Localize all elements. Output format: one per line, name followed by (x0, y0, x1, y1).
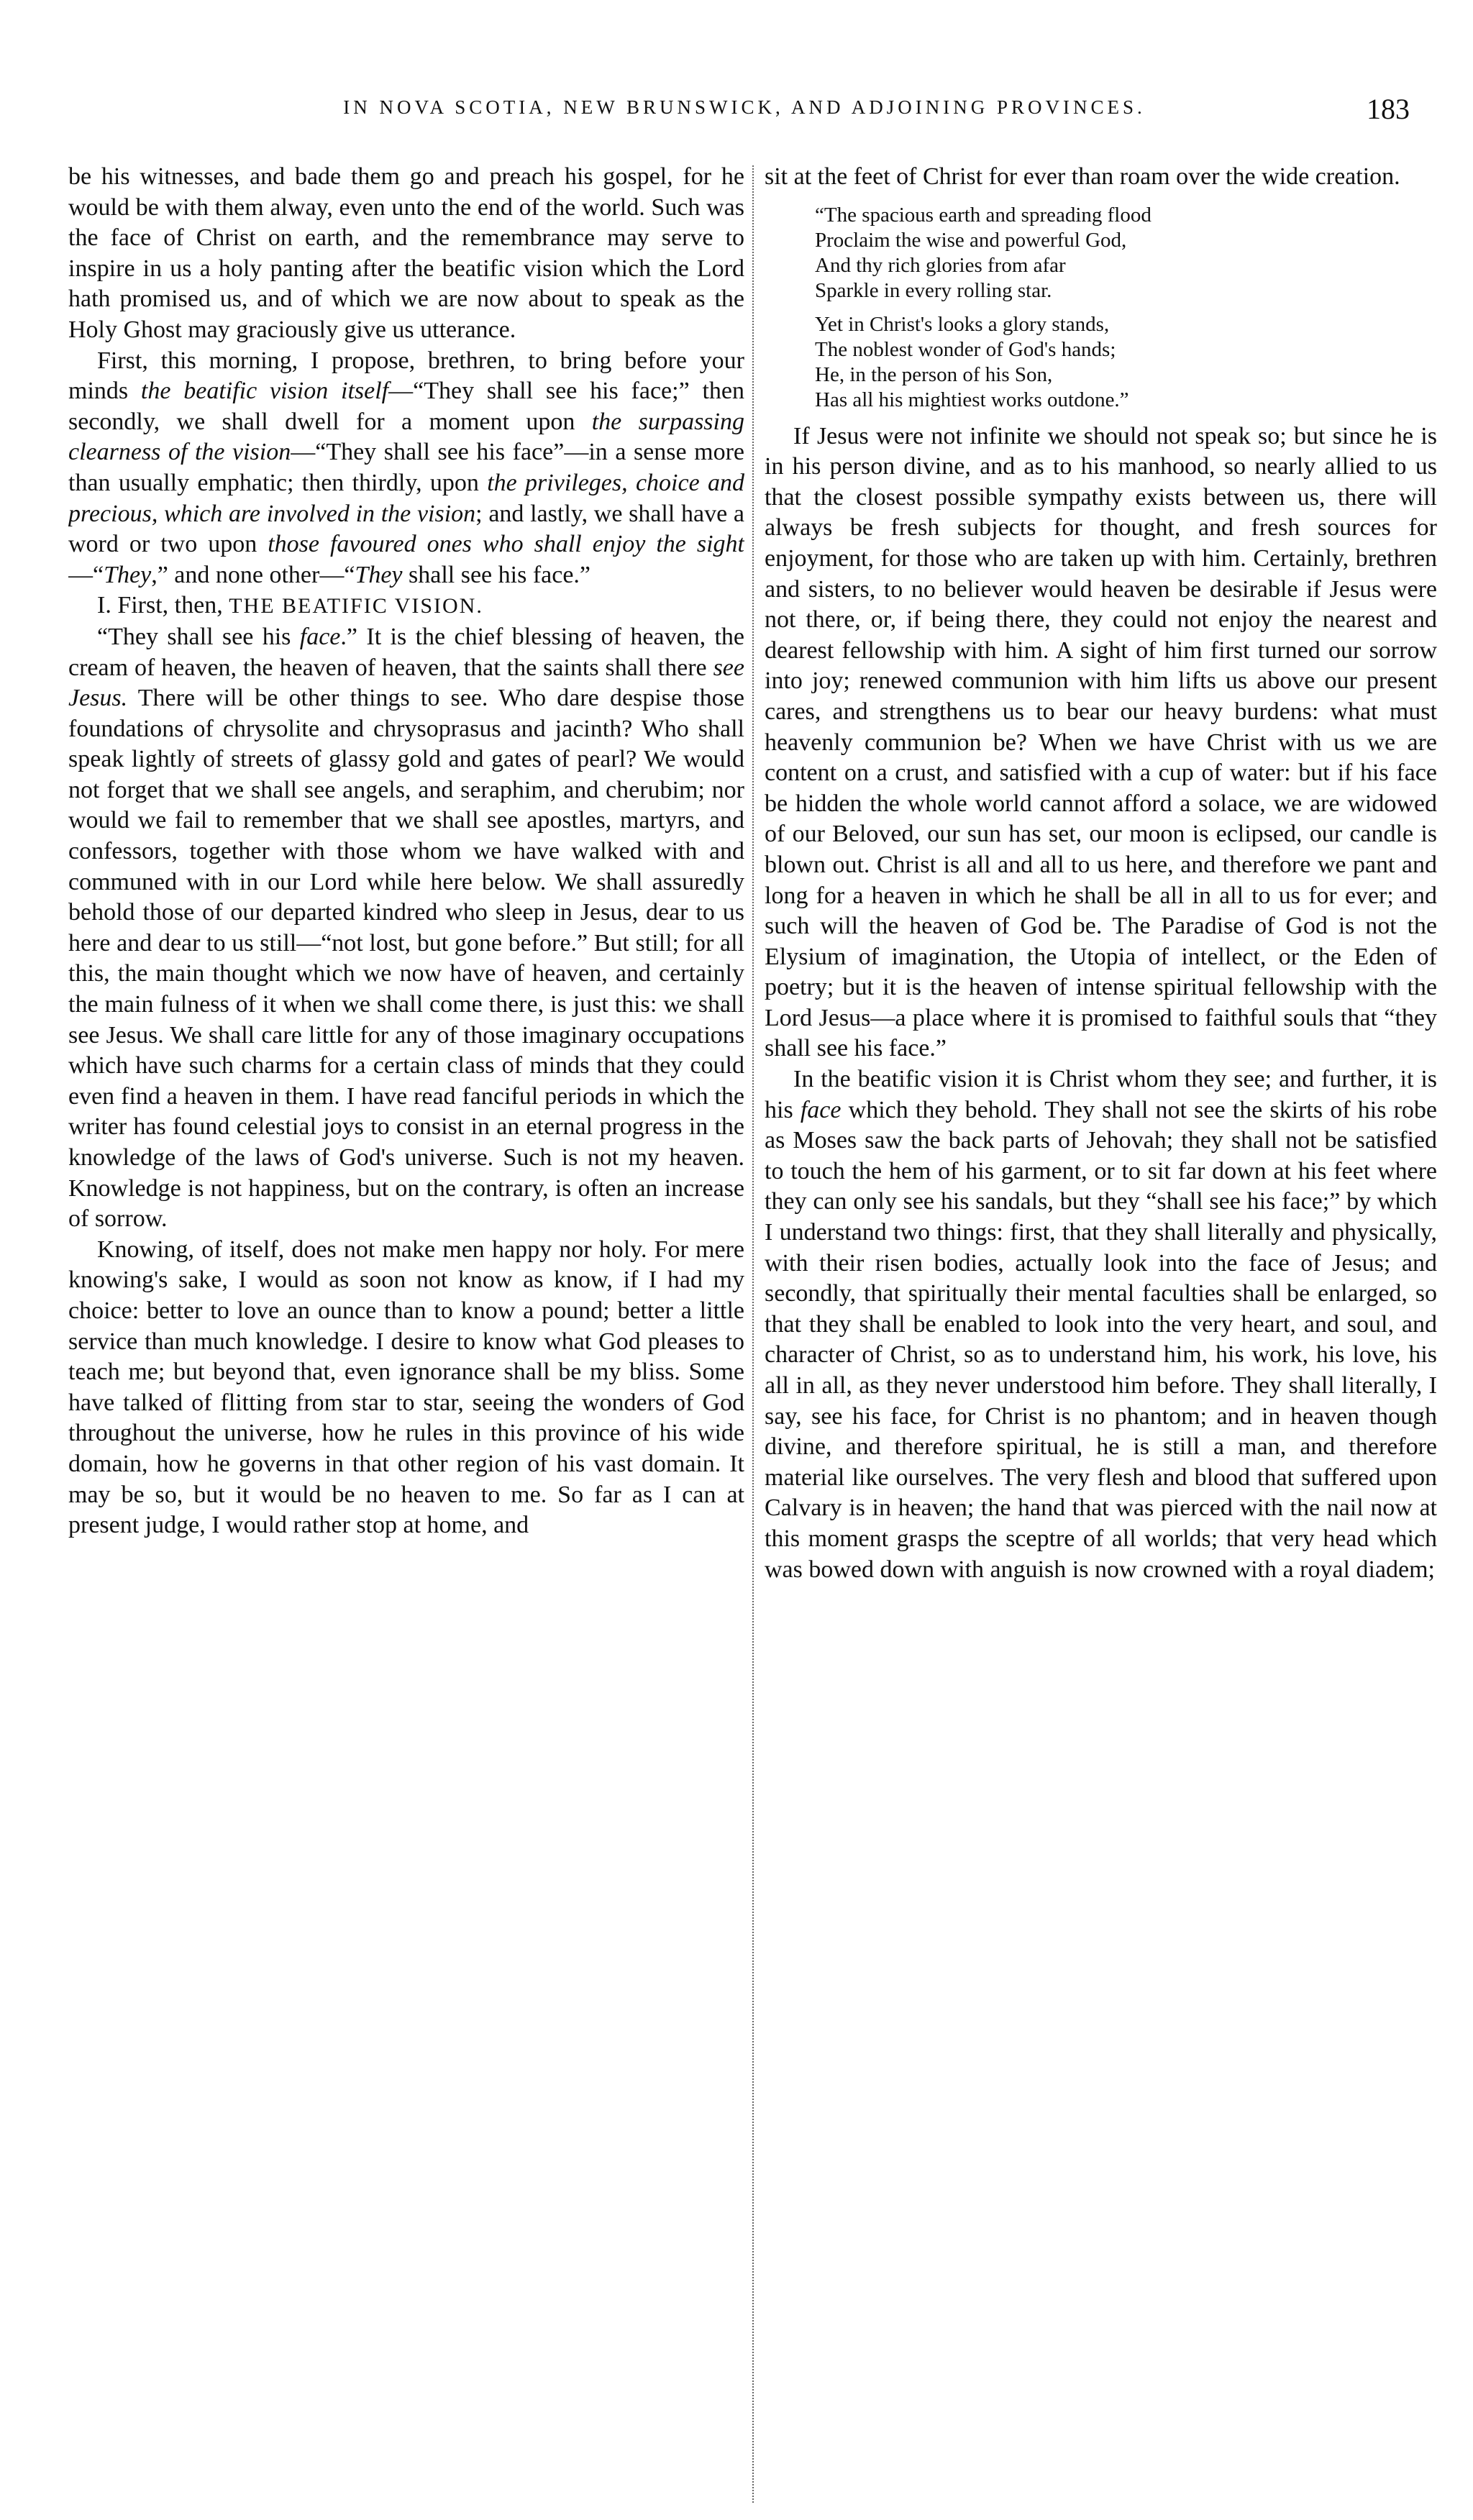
italic-text: face (299, 623, 341, 650)
text-run: In the beatific vision it is Christ whom they see; and further, it is his (765, 1066, 1437, 1123)
italic-text: see Jesus. (68, 654, 744, 712)
poem (815, 203, 1437, 413)
section-heading (68, 590, 744, 622)
text-run: ,” and none other—“ (151, 561, 355, 588)
poem-line: “The spacious earth and spreading flood (815, 203, 1152, 227)
running-head: IN NOVA SCOTIA, NEW BRUNSWICK, AND ADJOINING PROVINCES. (343, 96, 1146, 118)
poem-line: Sparkle in every rolling star. (815, 278, 1052, 302)
text-run: shall see his face.” (402, 561, 591, 588)
poem-line: The noblest wonder of God's hands; (815, 337, 1116, 361)
text-run: First, this morning, I propose, brethren, to bring before your minds (68, 347, 744, 405)
paragraph: sit at the feet of Christ for ever than roam over the wide creation. (765, 163, 1400, 190)
paragraph (765, 1064, 1437, 1585)
poem-line: And thy rich glories from afar (815, 253, 1066, 277)
column-divider (752, 165, 754, 2503)
poem-line: Has all his mightiest works outdone.” (815, 388, 1129, 411)
text-run: .” It is the chief blessing of heaven, the cream of heaven, the heaven of heaven, that the saints shall there (68, 623, 744, 681)
paragraph: be his witnesses, and bade them go and preach his gospel, for he would be with them alway, even unto the end of the world. Such was the face of Christ on earth, and the remembrance may serve to inspire in us a holy panting after the beatific vision which the Lord hath promised us, and of which we are now about to speak as the Holy Ghost may graciously give us utterance. (68, 163, 744, 343)
page-header (165, 93, 1410, 140)
paragraph: Knowing, of itself, does not make men happy nor holy. For mere knowing's sake, I would as soon not know as know, if I had my choice: better to love an ounce than to know a pound; better a little service than much knowledge. I desire to know what God pleases to teach me; but beyond that, even ignorance shall be my bliss. Some have talked of flitting from star to star, seeing the wonders of God throughout the universe, how he rules in this province of his wide domain, how he governs in that other region of his vast domain. It may be so, but it would be no heaven to me. So far as I can at present judge, I would rather stop at home, and (68, 1236, 744, 1539)
poem-stanza (815, 312, 1437, 413)
italic-text: the beatific vision itself (140, 378, 389, 405)
poem-stanza (815, 203, 1437, 303)
text-run: “They shall see his (97, 623, 300, 650)
text-run: There will be other things to see. Who dare despise those foundations of chrysolite and chrysoprasus and jacinth? Who shall speak lightly of streets of glassy gold and gates of pearl? We would not forget that we shall see angels, and seraphim, and cherubim; nor would we fail to remember that we shall see apostles, martyrs, and confessors, together with those whom we have walked with and communed with in our Lord while here below. We shall assuredly behold those of our departed kindred who sleep in Jesus, dear to us here and dear to us still—“not lost, but gone before.” But still; for all this, the main thought which we now have of heaven, and certainly the main fulness of it when we shall come there, is just this: we shall see Jesus. We shall care little for any of those imaginary occupations which have such charms for a certain class of minds that they could even find a heaven in them. I have read fanciful periods in which the writer has found celestial joys to consist in an eternal progress in the knowledge of the laws of God's universe. Such is not my heaven. Knowledge is not happiness, but on the contrary, is often an increase of sorrow. (68, 685, 744, 1233)
italic-text: They (355, 561, 403, 588)
text-run: —“ (68, 561, 104, 588)
italic-text: the privileges, choice and precious, which are involved in the vision (68, 469, 744, 527)
paragraph: If Jesus were not infinite we should not speak so; but since he is in his person divine, and as to his manhood, so nearly allied to us that the closest possible sympathy exists between us, there will always be fresh subjects for thought, and fresh sources for enjoyment, for those who are taken up with him. Certainly, brethren and sisters, to no believer would heaven be desirable if Jesus were not there, or, if being there, they could not enjoy the nearest and dearest fellowship with him. A sight of him first turned our sorrow into joy; renewed communion with him lifts us above our present cares, and strengthens us to bear our heavy burdens: what must heavenly communion be? When we have Christ with us we are content on a crust, and satisfied with a cup of water: but if his face be hidden the whole world cannot afford a solace, we are widowed of our Beloved, our sun has set, our moon is eclipsed, our candle is blown out. Christ is all and all to us here, and therefore we pant and long for a heaven in which he shall be all in all to us for ever; and such will the heaven of God be. The Paradise of God is not the Elysium of imagination, the Utopia of intellect, or the Eden of poetry; but it is the heaven of intense spiritual fellowship with the Lord Jesus—a place where it is promised to faithful souls that “they shall see his face.” (765, 422, 1437, 1062)
paragraph (68, 346, 744, 591)
italic-text: face (800, 1096, 842, 1123)
italic-text: They (104, 561, 152, 588)
poem-line: Yet in Christ's looks a glory stands, (815, 312, 1110, 336)
right-column (765, 162, 1437, 2506)
page-number: 183 (1367, 93, 1410, 125)
left-column (68, 162, 744, 2506)
heading-title: THE BEATIFIC VISION. (229, 594, 483, 618)
poem-line: Proclaim the wise and powerful God, (815, 228, 1127, 252)
italic-text: the surpassing clearness of the vision (68, 408, 744, 466)
text-run: which they behold. They shall not see the skirts of his robe as Moses saw the back parts of Jehovah; they shall not be satisfied to touch the hem of his garment, or to sit far down at his feet where they can only see his sandals, but they “shall see his face;” by which I understand two things: first, that they shall literally and physically, with their risen bodies, actually look into the face of Jesus; and secondly, that spiritually their mental faculties shall be enlarged, so that they shall be enabled to look into the very heart, and soul, and character of Christ, so as to understand him, his work, his love, his all in all, as they never understood him before. They shall literally, I say, see his face, for Christ is no phantom; and in heaven though divine, and therefore spiritual, he is still a man, and therefore material like ourselves. The very flesh and blood that suffered upon Calvary is in heaven; the hand that was pierced with the nail now at this moment grasps the sceptre of all worlds; that very head which was bowed down with anguish is now crowned with a royal diadem; (765, 1096, 1437, 1583)
text-run: —“They shall see his face”—in a sense more than usually emphatic; then thirdly, upon (68, 439, 744, 496)
paragraph (68, 622, 744, 1235)
italic-text: those favoured ones who shall enjoy the sight (268, 531, 744, 558)
text-run: ; and lastly, we shall have a word or two upon (68, 500, 744, 558)
heading-prefix: I. First, then, (97, 592, 229, 619)
text-run: —“They shall see his face;” then secondly, we shall dwell for a moment upon (68, 378, 744, 435)
poem-line: He, in the person of his Son, (815, 362, 1053, 386)
